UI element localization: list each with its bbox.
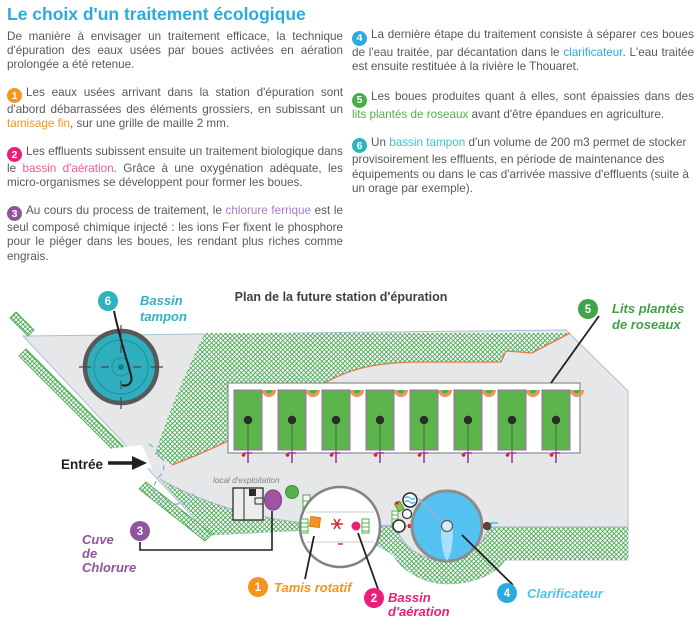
step-4-text: La dernière étape du traitement consiste à séparer ces boues de l'eau traitée, par décantation dans le [352,28,694,59]
step-2-text-after: . Grâce à une oxygénation adéquate, les micro-organismes se développent pour former les boues. [7,162,343,190]
step-4-badge: 4 [352,31,367,46]
callout-3-label2: de [82,546,98,561]
intro-paragraph: De manière à envisager un traitement efficace, la technique d'épuration des eaux usées par boues activées en aération prolongée a été retenue. [7,30,343,72]
callout-2-num: 2 [370,593,378,605]
aeration-point [352,522,361,531]
callout-6-num: 6 [104,296,112,308]
callout-2-label: Bassin [388,590,431,605]
callout-6-label: Bassin [140,293,183,308]
callout-1-num: 1 [254,582,262,594]
aeration-basin [300,487,380,567]
callout-3-num: 3 [136,526,144,538]
callout-5-num: 5 [584,304,592,316]
step-4-text-after: . L'eau traitée est ensuite restituée à la rivière le Thouaret. [352,45,694,73]
step-6-text-after: d'un volume de 200 m3 permet de stocker provisoirement les effluents, en période de maintenance des équipements ou dans le cas d'arrivée massive d'effluents (suite à un orage par exemple). [352,135,689,195]
callout-3-label3: Chlorure [82,560,137,575]
callout-4-num: 4 [503,588,511,600]
step-5-text-after: avant d'être épandues en agriculture. [468,107,665,121]
step-1-text: Les eaux usées arrivant dans la station d'épuration sont d'abord débarrassées des éléments grossiers, en subissant un [7,85,343,117]
step-3-text-after: est le seul composé chimique injecté : les ions Fer fixent le phosphore pour le piéger dans les boues, les rendant plus riches comme engrais. [7,203,344,263]
step-6-badge: 6 [352,138,367,153]
callout-3-label: Cuve [82,532,114,547]
chlorine-tank [265,490,282,510]
step-3-term: chlorure ferrique [225,203,312,217]
callout-6-label2: tampon [140,309,187,324]
step-2-term: bassin d'aération [22,162,114,176]
step-5-term: lits plantés de roseaux [352,107,469,121]
step-2-text: Les effluents subissent ensuite un traitement biologique dans le [7,144,343,176]
step-5-text: Les boues produites quant à elles, sont épaissies dans des [371,90,694,104]
step-5-badge: 5 [352,93,367,108]
clarifier [412,491,482,561]
step-5-paragraph [352,90,694,122]
step-6-text: Un [371,135,390,149]
step-3-paragraph [7,204,343,264]
callout-1-label: Tamis rotatif [274,580,352,595]
step-4-term: clarificateur [563,45,623,59]
plan-diagram [0,283,700,628]
text-column-left [7,30,343,264]
callout-4-label: Clarificateur [527,586,603,601]
callout-5-label2: de roseaux [612,317,681,332]
building-label: local d'exploitation [213,476,280,485]
entrance-label: Entrée [60,457,103,472]
callout-5-label: Lits plantés [612,301,685,316]
step-6-paragraph [352,136,694,196]
plan-title: Plan de la future station d'épuration [234,290,448,304]
step-1-text-after: , sur une grille de maille 2 mm. [70,117,230,131]
rotary-screen [309,516,320,527]
operations-building [233,488,263,520]
hedge-strip-a [10,312,34,336]
step-6-term: bassin tampon [389,135,466,149]
outlet-point [484,523,491,530]
step-1-badge: 1 [7,88,22,103]
step-2-paragraph [7,145,343,191]
tree-icon [286,486,299,499]
step-1-term: tamisage fin [7,117,71,131]
text-column-right [352,28,694,196]
step-3-text: Au cours du process de traitement, le [26,203,226,217]
step-2-badge: 2 [7,147,22,162]
callout-2-label2: d'aération [388,604,450,619]
page-title: Le choix d'un traitement écologique [7,4,306,24]
step-3-badge: 3 [7,206,22,221]
step-1-paragraph [7,86,343,132]
step-4-paragraph [352,28,694,74]
